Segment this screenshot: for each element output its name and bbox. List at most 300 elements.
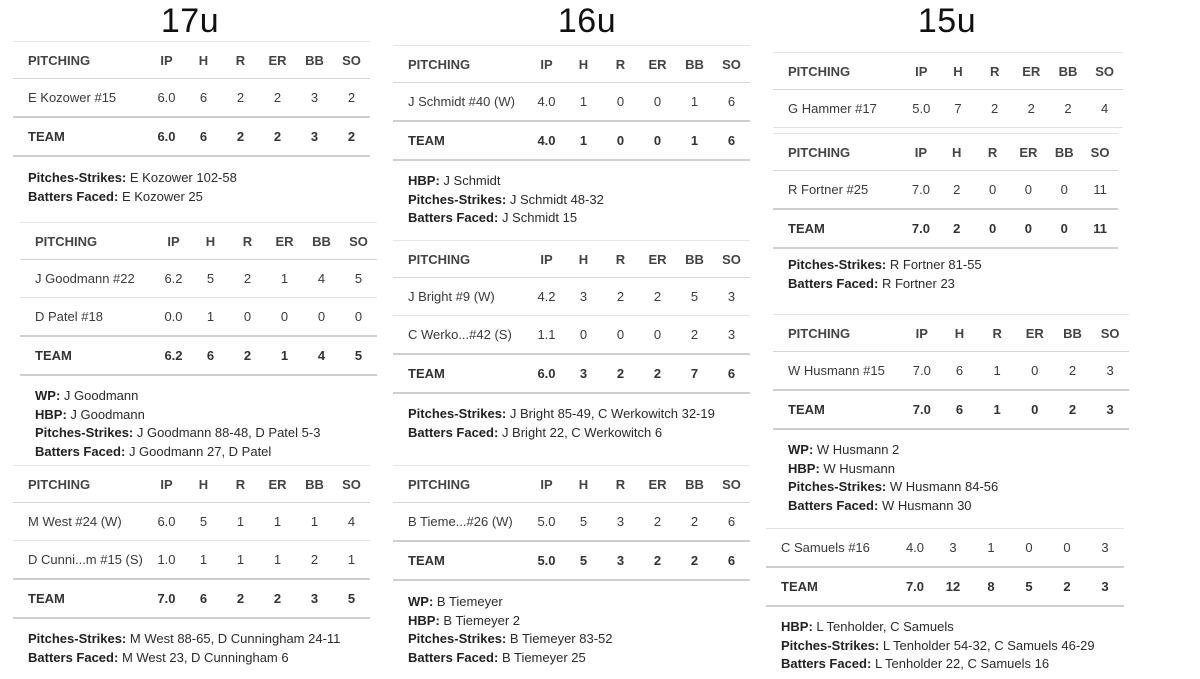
pitcher-name[interactable]: J Goodmann #22: [20, 260, 155, 298]
note-value: J Goodmann: [63, 388, 139, 403]
note-value: R Fortner 23: [881, 275, 955, 291]
team-so: 5: [333, 579, 370, 618]
note-label: HBP:: [408, 173, 440, 188]
team-bb: 2: [676, 541, 713, 580]
stat-h: 1: [565, 83, 602, 122]
stat-h: 6: [941, 352, 979, 391]
note-value: E Kozower 102-58: [129, 170, 237, 185]
stat-bb: 2: [676, 316, 713, 355]
note-label: HBP:: [408, 612, 440, 628]
stat-ip: 5.0: [903, 90, 940, 128]
stat-so: 11: [1082, 171, 1118, 210]
stat-so: 6: [713, 503, 750, 542]
team-ip: 7.0: [903, 390, 941, 429]
note-value: B Tiemeyer 25: [501, 649, 586, 665]
header-r: R: [976, 53, 1013, 90]
stat-bb: 3: [296, 79, 333, 118]
pitching-notes-15u-4: [781, 618, 1095, 674]
table-row: [393, 503, 750, 542]
pitcher-name[interactable]: D Cunni...m #15 (S): [13, 541, 148, 580]
pitching-table-15u-4: [766, 528, 1124, 607]
stat-h: 3: [934, 529, 972, 568]
note-line: [788, 256, 982, 275]
header-pitching: PITCHING: [13, 42, 148, 79]
stat-so: 3: [713, 316, 750, 355]
stat-h: 6: [185, 79, 222, 118]
team-er: 2: [639, 354, 676, 393]
note-line: [408, 649, 613, 668]
header-bb: BB: [1046, 134, 1082, 171]
stat-r: 1: [978, 352, 1016, 391]
note-line: [781, 637, 1095, 656]
note-value: M West 88-65, D Cunningham 24-11: [129, 631, 341, 646]
note-label: Pitches-Strikes:: [408, 406, 507, 421]
header-h: H: [565, 466, 602, 503]
table-row: [393, 316, 750, 355]
stat-r: 0: [602, 83, 639, 122]
team-h: 6: [192, 336, 229, 375]
team-bb: 2: [1048, 567, 1086, 606]
header-er: ER: [639, 466, 676, 503]
pitcher-name[interactable]: E Kozower #15: [13, 79, 148, 118]
pitcher-name[interactable]: M West #24 (W): [13, 503, 148, 541]
team-label: TEAM: [766, 567, 896, 606]
note-line: [408, 172, 604, 191]
note-line: [408, 405, 715, 424]
stat-ip: 6.0: [148, 79, 185, 118]
team-so: 3: [1086, 567, 1124, 606]
stat-bb: 5: [676, 278, 713, 316]
header-r: R: [229, 223, 266, 260]
pitching-notes-15u-3: [788, 441, 998, 515]
team-er: 2: [259, 579, 296, 618]
team-so: 11: [1082, 209, 1118, 248]
team-bb: 3: [296, 579, 333, 618]
header-bb: BB: [303, 223, 340, 260]
note-label: HBP:: [35, 406, 67, 422]
header-so: SO: [713, 46, 750, 83]
team-total-row: [766, 567, 1124, 606]
table-row: [20, 298, 377, 337]
stat-r: 2: [976, 90, 1013, 128]
stat-so: 3: [1086, 529, 1124, 568]
note-label: Batters Faced:: [788, 275, 879, 291]
note-line: [408, 209, 604, 228]
note-value: J Schmidt 48-32: [509, 191, 604, 207]
team-ip: 7.0: [896, 567, 934, 606]
note-label: Pitches-Strikes:: [788, 257, 887, 272]
header-er: ER: [259, 42, 296, 79]
header-so: SO: [1091, 315, 1129, 352]
team-h: 6: [185, 117, 222, 156]
stat-so: 4: [1086, 90, 1123, 128]
stat-so: 3: [713, 278, 750, 316]
pitching-notes-17u-1: [28, 169, 237, 206]
team-er: 2: [639, 541, 676, 580]
stat-bb: 2: [1050, 90, 1087, 128]
table-row: [13, 79, 370, 118]
stat-ip: 4.0: [528, 83, 565, 122]
stat-ip: 4.2: [528, 278, 565, 316]
header-pitching: PITCHING: [773, 134, 903, 171]
header-ip: IP: [903, 53, 940, 90]
note-label: Pitches-Strikes:: [28, 631, 127, 646]
note-label: HBP:: [781, 619, 813, 634]
pitching-notes-16u-3: [408, 593, 613, 667]
stat-bb: 2: [296, 541, 333, 580]
stat-bb: 2: [676, 503, 713, 542]
note-label: HBP:: [788, 460, 820, 476]
note-label: WP:: [35, 388, 61, 403]
pitching-table-17u-2: [20, 222, 377, 376]
header-ip: IP: [528, 466, 565, 503]
note-line: [788, 275, 982, 294]
note-value: W Husmann 2: [816, 442, 900, 457]
stat-r: 1: [222, 541, 259, 580]
header-r: R: [975, 134, 1011, 171]
table-header-row: [20, 223, 377, 260]
header-ip: IP: [148, 42, 185, 79]
stat-so: 2: [333, 79, 370, 118]
stat-ip: 7.0: [903, 171, 939, 210]
note-value: W Husmann: [823, 460, 895, 476]
header-so: SO: [713, 241, 750, 278]
note-line: [28, 188, 237, 207]
pitcher-name[interactable]: D Patel #18: [20, 298, 155, 337]
team-so: 3: [1091, 390, 1129, 429]
table-row: [773, 90, 1123, 128]
note-line: [408, 630, 613, 649]
header-pitching: PITCHING: [393, 46, 528, 83]
stat-so: 6: [713, 83, 750, 122]
header-er: ER: [1010, 134, 1046, 171]
header-h: H: [565, 241, 602, 278]
stat-so: 0: [340, 298, 377, 337]
header-r: R: [602, 241, 639, 278]
header-pitching: PITCHING: [393, 466, 528, 503]
stat-er: 2: [1013, 90, 1050, 128]
note-line: [28, 169, 237, 188]
team-total-row: [20, 336, 377, 375]
stat-h: 3: [565, 278, 602, 316]
note-line: [408, 612, 613, 631]
pitching-table-16u-1: [393, 45, 750, 161]
stat-h: 1: [185, 541, 222, 580]
stat-ip: 1.1: [528, 316, 565, 355]
team-er: 2: [259, 117, 296, 156]
note-line: [788, 478, 998, 497]
pitching-table-17u-1: [13, 41, 370, 157]
note-line: [35, 443, 320, 462]
pitcher-name[interactable]: W Husmann #15: [773, 352, 903, 391]
stat-ip: 7.0: [903, 352, 941, 391]
header-bb: BB: [296, 466, 333, 503]
stat-h: 5: [565, 503, 602, 542]
pitching-table-15u-1: [773, 52, 1123, 128]
stat-h: 7: [940, 90, 977, 128]
team-total-row: [393, 354, 750, 393]
stat-er: 2: [639, 503, 676, 542]
stat-so: 3: [1091, 352, 1129, 391]
note-line: [788, 441, 998, 460]
header-so: SO: [340, 223, 377, 260]
team-h: 6: [941, 390, 979, 429]
stat-ip: 5.0: [528, 503, 565, 542]
header-er: ER: [1013, 53, 1050, 90]
team-label: TEAM: [13, 117, 148, 156]
note-line: [35, 387, 320, 406]
note-value: L Tenholder 22, C Samuels 16: [874, 656, 1050, 671]
column-title-17u: 17u: [160, 2, 220, 40]
table-header-row: [13, 42, 370, 79]
team-ip: 4.0: [528, 121, 565, 160]
stat-h: 5: [192, 260, 229, 298]
team-so: 6: [713, 354, 750, 393]
header-bb: BB: [296, 42, 333, 79]
team-label: TEAM: [393, 121, 528, 160]
stat-er: 0: [639, 316, 676, 355]
team-r: 8: [972, 567, 1010, 606]
header-so: SO: [333, 466, 370, 503]
table-row: [773, 171, 1118, 210]
table-header-row: [393, 241, 750, 278]
header-pitching: PITCHING: [773, 53, 903, 90]
team-r: 1: [978, 390, 1016, 429]
team-r: 2: [229, 336, 266, 375]
note-value: E Kozower 25: [121, 188, 203, 204]
team-h: 1: [565, 121, 602, 160]
team-total-row: [773, 390, 1129, 429]
header-h: H: [192, 223, 229, 260]
stat-r: 2: [602, 278, 639, 316]
team-label: TEAM: [13, 579, 148, 618]
note-line: [408, 424, 715, 443]
note-value: R Fortner 81-55: [889, 257, 982, 272]
header-bb: BB: [1050, 53, 1087, 90]
note-label: Batters Faced:: [788, 497, 879, 513]
pitcher-name[interactable]: J Bright #9 (W): [393, 278, 528, 316]
pitching-table-16u-3: [393, 465, 750, 581]
header-h: H: [185, 42, 222, 79]
table-row: [393, 278, 750, 316]
pitcher-name[interactable]: C Werko...#42 (S): [393, 316, 528, 355]
header-bb: BB: [676, 241, 713, 278]
note-label: Pitches-Strikes:: [408, 631, 507, 646]
note-label: Pitches-Strikes:: [781, 637, 880, 653]
header-bb: BB: [1054, 315, 1092, 352]
header-ip: IP: [528, 46, 565, 83]
header-h: H: [939, 134, 975, 171]
stat-r: 3: [602, 503, 639, 542]
note-line: [408, 593, 613, 612]
note-label: Pitches-Strikes:: [408, 191, 507, 207]
stat-er: 0: [266, 298, 303, 337]
note-label: WP:: [408, 594, 434, 609]
stat-h: 1: [192, 298, 229, 337]
stat-r: 2: [222, 79, 259, 118]
note-value: J Schmidt 15: [501, 210, 578, 225]
table-header-row: [773, 53, 1123, 90]
team-bb: 1: [676, 121, 713, 160]
table-header-row: [773, 134, 1118, 171]
team-er: 1: [266, 336, 303, 375]
note-value: J Goodmann 27, D Patel: [128, 443, 272, 459]
team-h: 12: [934, 567, 972, 606]
team-total-row: [13, 117, 370, 156]
table-header-row: [393, 46, 750, 83]
team-label: TEAM: [393, 541, 528, 580]
header-ip: IP: [528, 241, 565, 278]
header-ip: IP: [148, 466, 185, 503]
pitcher-name[interactable]: G Hammer #17: [773, 90, 903, 128]
note-label: Batters Faced:: [408, 649, 499, 665]
note-line: [28, 649, 340, 668]
header-h: H: [940, 53, 977, 90]
note-value: J Bright 22, C Werkowitch 6: [501, 424, 663, 440]
stat-bb: 0: [1046, 171, 1082, 210]
column-title-16u: 16u: [557, 2, 617, 40]
stat-er: 2: [639, 278, 676, 316]
stat-er: 1: [259, 541, 296, 580]
table-row: [393, 83, 750, 122]
note-value: L Tenholder 54-32, C Samuels 46-29: [882, 637, 1095, 653]
header-r: R: [602, 46, 639, 83]
note-value: J Goodmann: [70, 406, 145, 422]
team-h: 6: [185, 579, 222, 618]
stat-h: 2: [939, 171, 975, 210]
team-bb: 3: [296, 117, 333, 156]
pitcher-name[interactable]: R Fortner #25: [773, 171, 903, 210]
header-so: SO: [333, 42, 370, 79]
team-h: 2: [939, 209, 975, 248]
table-header-row: [393, 466, 750, 503]
note-line: [788, 460, 998, 479]
stat-bb: 1: [676, 83, 713, 122]
team-r: 2: [222, 579, 259, 618]
stat-ip: 6.0: [148, 503, 185, 541]
stat-h: 5: [185, 503, 222, 541]
note-line: [408, 191, 604, 210]
table-row: [20, 260, 377, 298]
team-er: 5: [1010, 567, 1048, 606]
note-value: W Husmann 84-56: [889, 479, 999, 494]
team-ip: 6.0: [528, 354, 565, 393]
stat-so: 5: [340, 260, 377, 298]
header-so: SO: [1082, 134, 1118, 171]
note-line: [788, 497, 998, 516]
stat-er: 2: [259, 79, 296, 118]
note-label: Batters Faced:: [408, 210, 499, 225]
pitching-notes-16u-2: [408, 405, 715, 442]
note-label: Batters Faced:: [781, 656, 872, 671]
header-bb: BB: [676, 46, 713, 83]
stat-er: 0: [1016, 352, 1054, 391]
header-ip: IP: [903, 134, 939, 171]
header-r: R: [602, 466, 639, 503]
team-so: 5: [340, 336, 377, 375]
stat-er: 0: [1010, 529, 1048, 568]
stat-bb: 0: [1048, 529, 1086, 568]
team-total-row: [393, 541, 750, 580]
header-r: R: [222, 42, 259, 79]
team-h: 3: [565, 354, 602, 393]
table-header-row: [13, 466, 370, 503]
note-value: M West 23, D Cunningham 6: [121, 649, 289, 665]
stat-bb: 0: [303, 298, 340, 337]
pitching-notes-17u-2: [35, 387, 320, 461]
pitcher-name[interactable]: J Schmidt #40 (W): [393, 83, 528, 122]
note-value: L Tenholder, C Samuels: [816, 619, 954, 634]
team-ip: 7.0: [903, 209, 939, 248]
header-h: H: [941, 315, 979, 352]
note-line: [28, 630, 340, 649]
table-row: [773, 352, 1129, 391]
header-er: ER: [1016, 315, 1054, 352]
stat-r: 0: [229, 298, 266, 337]
note-label: Batters Faced:: [28, 649, 119, 665]
note-line: [35, 406, 320, 425]
pitching-notes-15u-2: [788, 256, 982, 293]
team-so: 2: [333, 117, 370, 156]
team-so: 6: [713, 541, 750, 580]
header-pitching: PITCHING: [773, 315, 903, 352]
stat-r: 1: [222, 503, 259, 541]
team-er: 0: [639, 121, 676, 160]
header-r: R: [978, 315, 1016, 352]
team-ip: 7.0: [148, 579, 185, 618]
team-er: 0: [1016, 390, 1054, 429]
header-pitching: PITCHING: [13, 466, 148, 503]
note-label: Batters Faced:: [35, 443, 126, 459]
team-er: 0: [1010, 209, 1046, 248]
note-label: Pitches-Strikes:: [35, 425, 134, 440]
stat-ip: 6.2: [155, 260, 192, 298]
note-value: B Tiemeyer: [436, 594, 503, 609]
stat-r: 0: [975, 171, 1011, 210]
pitcher-name[interactable]: C Samuels #16: [766, 529, 896, 568]
header-er: ER: [639, 46, 676, 83]
header-er: ER: [639, 241, 676, 278]
header-h: H: [185, 466, 222, 503]
note-value: J Bright 85-49, C Werkowitch 32-19: [509, 406, 715, 421]
table-row: [13, 503, 370, 541]
stat-so: 4: [333, 503, 370, 541]
stat-bb: 2: [1054, 352, 1092, 391]
pitching-table-16u-2: [393, 240, 750, 394]
team-total-row: [773, 209, 1118, 248]
stat-er: 1: [259, 503, 296, 541]
note-value: B Tiemeyer 83-52: [509, 631, 613, 646]
stat-so: 1: [333, 541, 370, 580]
note-label: Pitches-Strikes:: [788, 479, 887, 494]
note-value: J Goodmann 88-48, D Patel 5-3: [136, 425, 321, 440]
pitcher-name[interactable]: B Tieme...#26 (W): [393, 503, 528, 542]
note-label: Batters Faced:: [408, 424, 499, 440]
stat-r: 1: [972, 529, 1010, 568]
note-label: Pitches-Strikes:: [28, 170, 127, 185]
note-label: WP:: [788, 442, 814, 457]
header-ip: IP: [155, 223, 192, 260]
header-pitching: PITCHING: [393, 241, 528, 278]
team-label: TEAM: [773, 390, 903, 429]
header-bb: BB: [676, 466, 713, 503]
header-pitching: PITCHING: [20, 223, 155, 260]
header-so: SO: [1086, 53, 1123, 90]
team-ip: 6.0: [148, 117, 185, 156]
team-r: 0: [975, 209, 1011, 248]
stat-er: 0: [1010, 171, 1046, 210]
team-r: 3: [602, 541, 639, 580]
